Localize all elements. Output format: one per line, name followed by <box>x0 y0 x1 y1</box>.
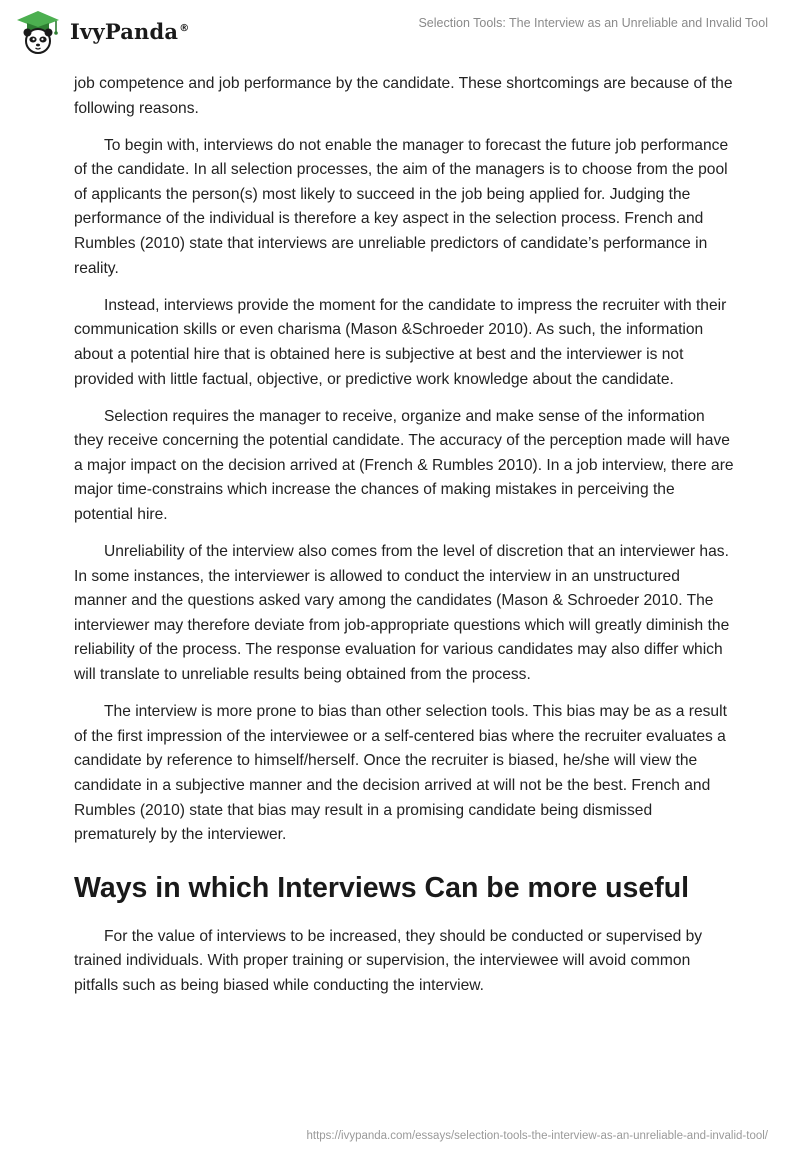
paragraph: To begin with, interviews do not enable the manager to forecast the future job performance of the candidate. In all selection processes, the aim of the managers is to choose from the pool of applicants the person(s) most likely to succeed in the job being applied for. Judging the performance of the individual is therefore a key aspect in the selection process. French and Rumbles (2010) state that interviews are unreliable predictors of candidate’s performance in reality. <box>74 136 729 277</box>
registered-mark: ® <box>179 22 190 34</box>
paragraph: Unreliability of the interview also comes from the level of discretion that an interviewer has. In some instances, the interviewer is allowed to conduct the interview in an unstructured manner and the questions asked vary among the candidates (Mason & Schroeder 2010. The interviewer may therefore deviate from job-appropriate questions which will greatly diminish the reliability of the process. The response evaluation for various candidates may also differ which will translate to unreliable results being obtained from the process. <box>74 543 730 684</box>
document-title: Selection Tools: The Interview as an Unreliable and Invalid Tool <box>418 16 768 30</box>
panda-graduate-icon <box>14 8 62 56</box>
paragraph: job competence and job performance by the candidate. These shortcomings are because of the following reasons. <box>74 75 733 117</box>
brand-logo[interactable] <box>14 8 189 56</box>
section-heading: Ways in which Interviews Can be more useful <box>74 871 690 904</box>
paragraph: For the value of interviews to be increased, they should be conducted or supervised by trained individuals. With proper training or supervision, the interviewee will avoid common pitfalls such as being biased while conducting the interview. <box>74 927 703 994</box>
essay-content <box>74 72 734 1011</box>
brand-name: IvyPanda® <box>70 18 190 44</box>
paragraph: Selection requires the manager to receive, organize and make sense of the information they receive concerning the potential candidate. The accuracy of the perception made will have a major impact on the decision arrived at (French & Rumbles 2010). In a job interview, there are major time-constrains which increase the chances of making mistakes in perceiving the potential hire. <box>74 407 734 523</box>
paragraph: The interview is more prone to bias than other selection tools. This bias may be as a result of the first impression of the interviewee or a self-centered bias where the recruiter evaluates a candidate by reference to himself/herself. Once the recruiter is biased, he/she will view the candidate in a subjective manner and the decision arrived at will not be the best. French and Rumbles (2010) state that bias may result in a promising candidate being dismissed prematurely by the interviewer. <box>74 703 727 844</box>
paragraph: Instead, interviews provide the moment for the candidate to impress the recruiter with their communication skills or even charisma (Mason &Schroeder 2010). As such, the information about a potential hire that is obtained here is subjective at best and the interviewer is not provided with little factual, objective, or predictive work knowledge about the candidate. <box>74 296 727 388</box>
page-header <box>0 0 800 60</box>
source-url[interactable]: https://ivypanda.com/essays/selection-tools-the-interview-as-an-unreliable-and-invalid-tool/ <box>306 1130 768 1142</box>
